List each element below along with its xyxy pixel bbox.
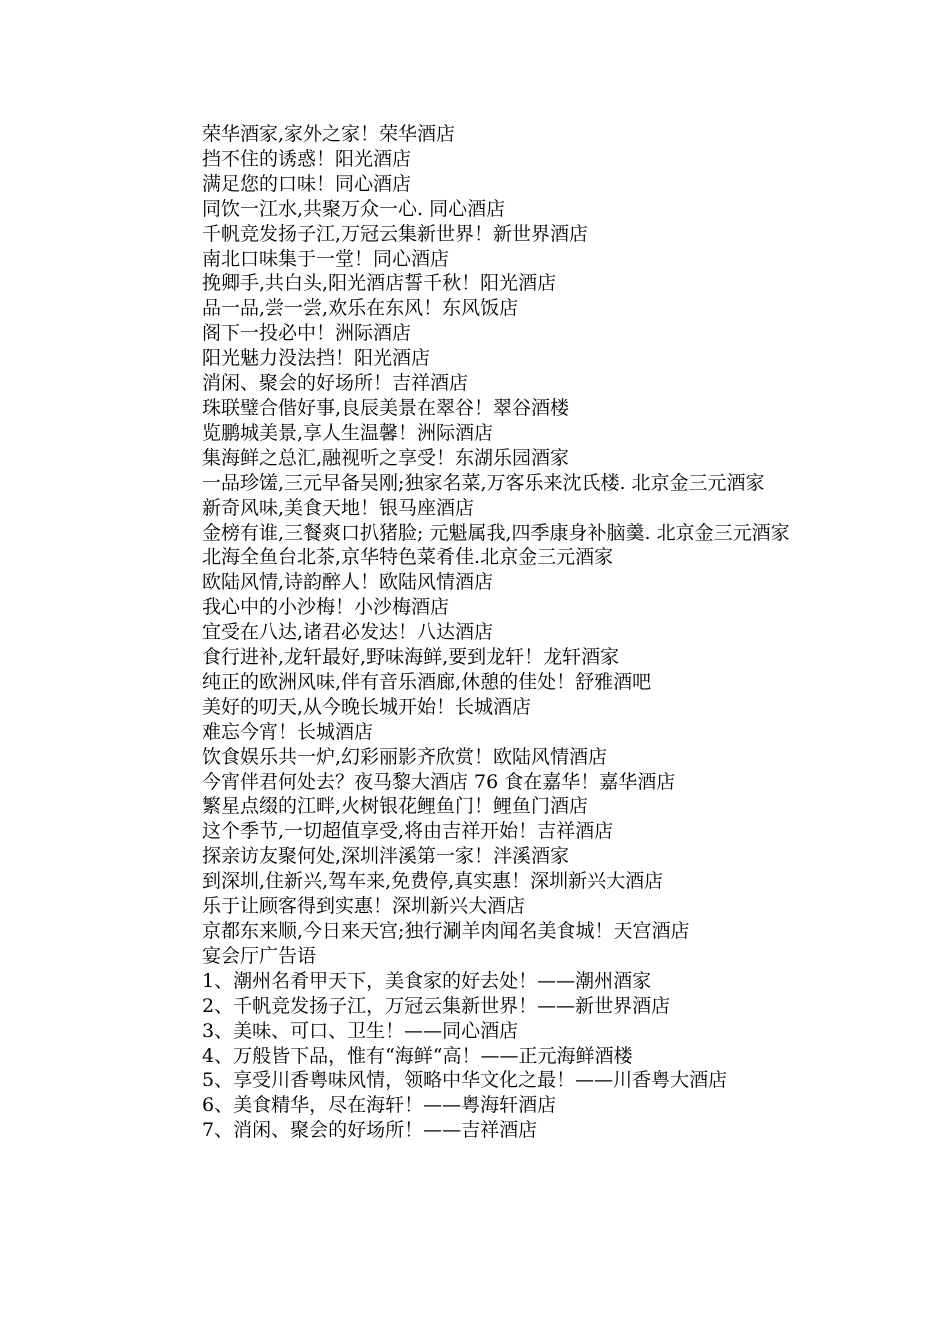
numbered-slogan: 5、享受川香粤味风情，领略中华文化之最！——川香粤大酒店 (202, 1069, 728, 1092)
slogan-line: 挡不住的诱惑！阳光酒店 (202, 147, 412, 170)
slogan-line: 阁下一投必中！洲际酒店 (202, 322, 412, 345)
slogan-line: 阳光魅力没法挡！阳光酒店 (202, 347, 431, 370)
section-heading: 宴会厅广告语 (202, 944, 317, 967)
slogan-line: 今宵伴君何处去？夜马黎大酒店 76 食在嘉华！嘉华酒店 (202, 770, 676, 793)
slogan-line: 这个季节,一切超值享受,将由吉祥开始！吉祥酒店 (202, 820, 614, 843)
slogan-line: 繁星点缀的江畔,火树银花鲤鱼门！鲤鱼门酒店 (202, 795, 589, 818)
slogan-line: 难忘今宵！长城酒店 (202, 720, 374, 743)
slogan-line: 珠联璧合偕好事,良辰美景在翠谷！翠谷酒楼 (202, 396, 570, 419)
slogan-line: 满足您的口味！同心酒店 (202, 172, 412, 195)
slogan-line: 挽卿手,共白头,阳光酒店誓千秋！阳光酒店 (202, 272, 557, 295)
slogan-line: 宜受在八达,诸君必发达！八达酒店 (202, 621, 494, 644)
slogan-line: 美好的叨天,从今晚长城开始！长城酒店 (202, 695, 532, 718)
numbered-slogan: 7、消闲、聚会的好场所！——吉祥酒店 (202, 1119, 538, 1142)
numbered-slogan: 3、美味、可口、卫生！——同心酒店 (202, 1019, 519, 1042)
slogan-line: 乐于让顾客得到实惠！深圳新兴大酒店 (202, 895, 526, 918)
slogan-line: 新奇风味,美食天地！银马座酒店 (202, 496, 475, 519)
slogan-line: 饮食娱乐共一炉,幻彩丽影齐欣赏！欧陆风情酒店 (202, 745, 608, 768)
numbered-slogan: 4、万般皆下品，惟有“海鲜“高！——正元海鲜酒楼 (202, 1044, 633, 1067)
slogan-line: 我心中的小沙梅！小沙梅酒店 (202, 596, 450, 619)
slogan-line: 欧陆风情,诗韵醉人！欧陆风情酒店 (202, 571, 494, 594)
slogan-line: 京都东来顺,今日来天宫;独行涮羊肉闻名美食城！天宫酒店 (202, 920, 690, 942)
numbered-slogan: 2、千帆竞发扬子江，万冠云集新世界！——新世界酒店 (202, 994, 671, 1017)
slogan-line: 品一品,尝一尝,欢乐在东风！东风饭店 (202, 297, 519, 320)
slogan-line: 荣华酒家,家外之家！荣华酒店 (202, 123, 456, 145)
slogan-line: 同饮一江水,共聚万众一心. 同心酒店 (202, 197, 506, 220)
slogan-line: 到深圳,住新兴,驾车来,免费停,真实惠！深圳新兴大酒店 (202, 870, 664, 893)
slogan-line: 金榜有谁,三餐爽口扒猪脸; 元魁属我,四季康身补脑羹. 北京金三元酒家 (202, 521, 790, 544)
document-body (145, 122, 805, 1143)
slogan-line: 南北口味集于一堂！同心酒店 (202, 247, 450, 270)
numbered-slogan: 6、美食精华，尽在海轩！——粤海轩酒店 (202, 1094, 557, 1117)
slogan-line: 一品珍馐,三元早备吴刚;独家名菜,万客乐来沈氏楼. 北京金三元酒家 (202, 471, 765, 494)
slogan-line: 探亲访友聚何处,深圳泮溪第一家！泮溪酒家 (202, 845, 570, 868)
numbered-slogan: 1、潮州名肴甲天下，美食家的好去处！——潮州酒家 (202, 969, 652, 992)
slogan-line: 食行进补,龙轩最好,野味海鲜,要到龙轩！龙轩酒家 (202, 646, 620, 669)
slogan-line: 消闲、聚会的好场所！吉祥酒店 (202, 372, 469, 395)
slogan-line: 北海全鱼台北茶,京华特色菜肴佳.北京金三元酒家 (202, 546, 614, 569)
slogan-line: 纯正的欧洲风味,伴有音乐酒廊,休憩的佳处！舒雅酒吧 (202, 670, 652, 693)
slogan-line: 览鹏城美景,享人生温馨！洲际酒店 (202, 421, 494, 444)
slogan-line: 千帆竞发扬子江,万冠云集新世界！新世界酒店 (202, 222, 589, 245)
slogan-line: 集海鲜之总汇,融视听之享受！东湖乐园酒家 (202, 446, 570, 469)
